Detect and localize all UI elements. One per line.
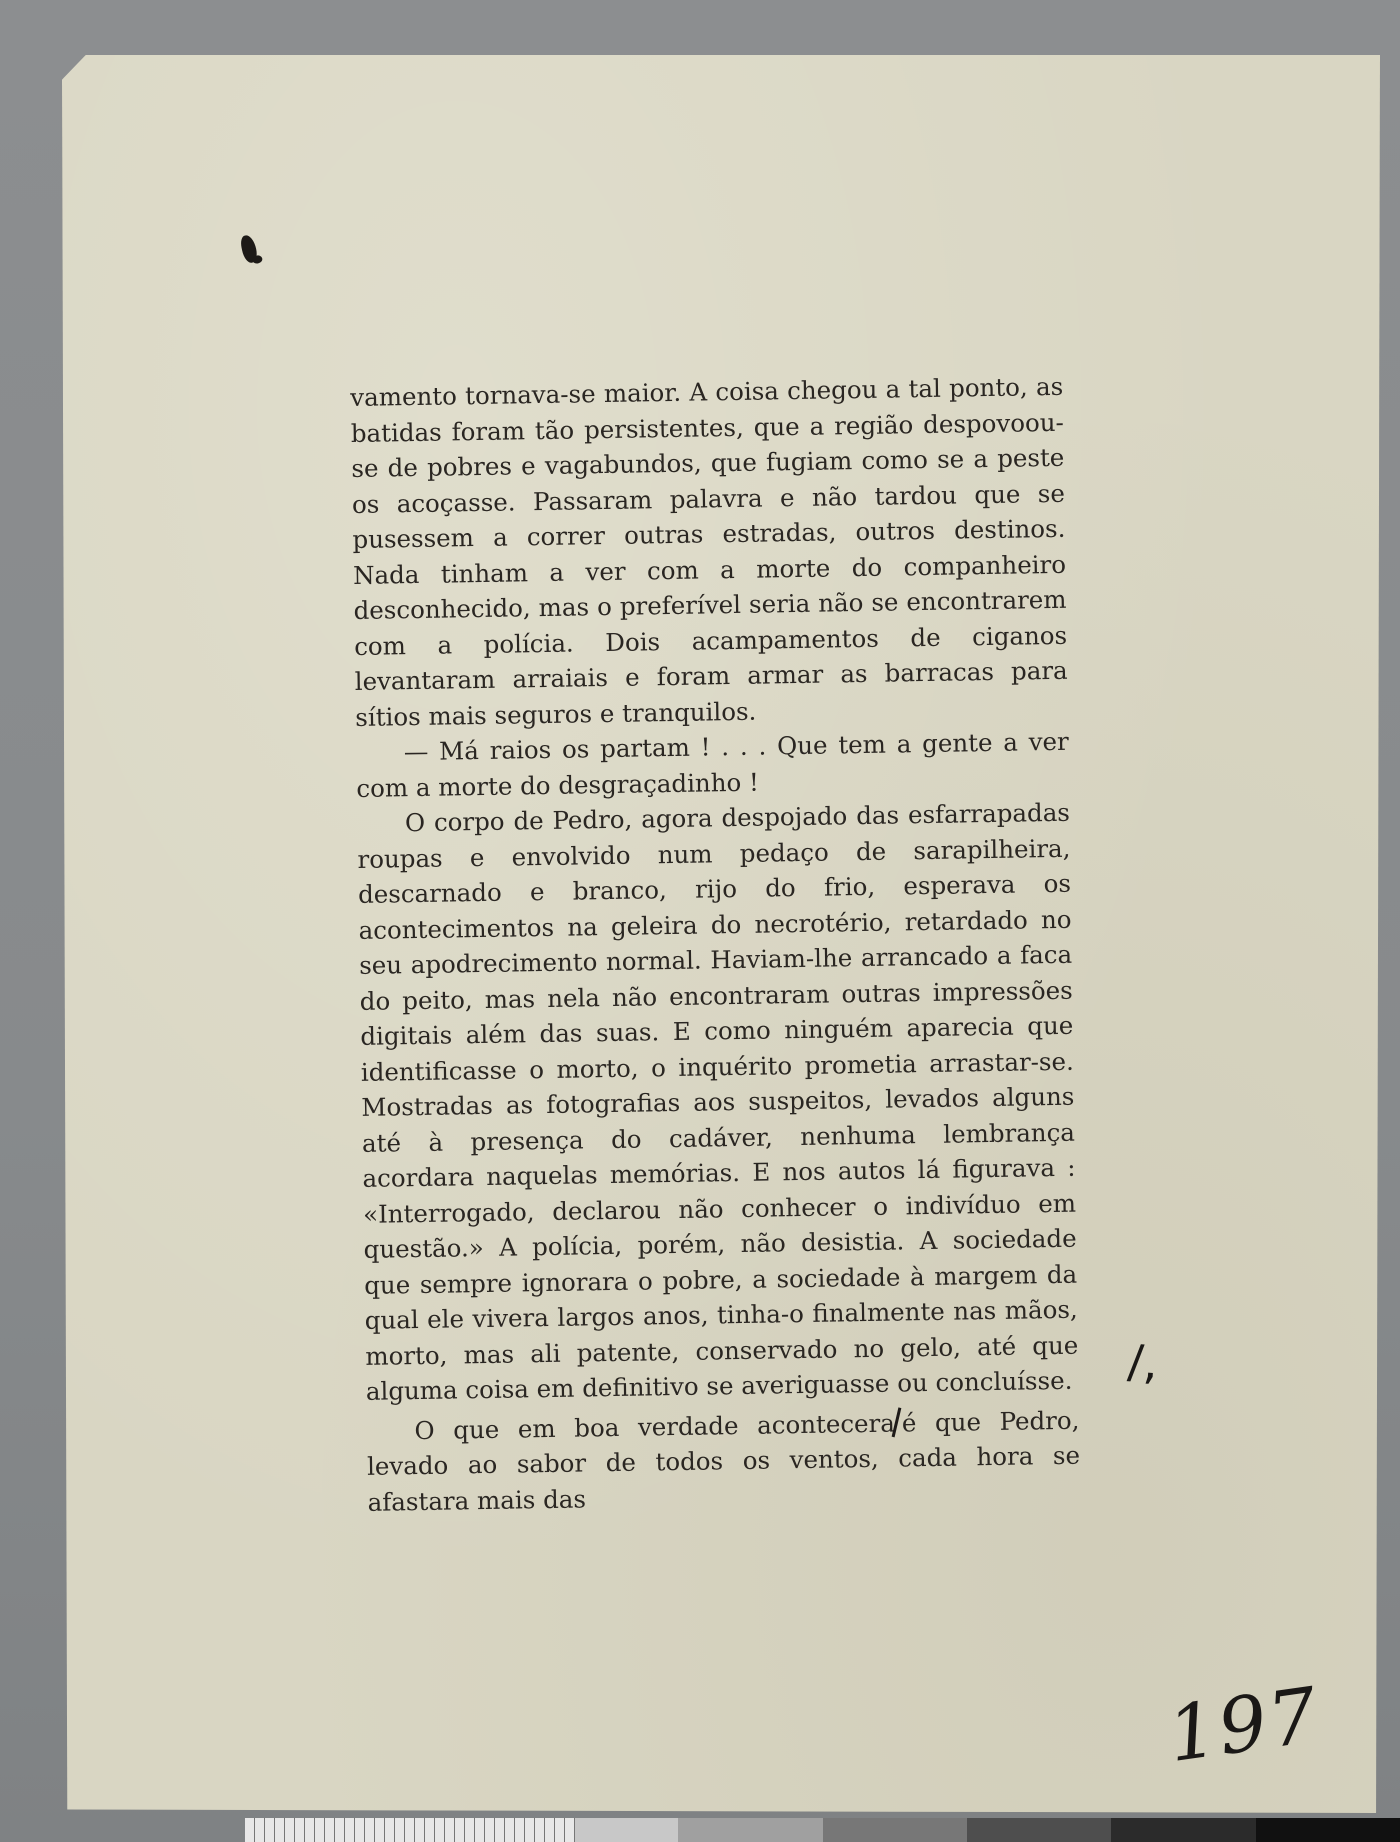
scale-ruler bbox=[245, 1818, 575, 1842]
binding-hole-mark bbox=[239, 234, 259, 264]
paragraph-4-after-mark: é que Pedro, levado ao sabor de todos os ventos, cada hora se afastara mais das bbox=[366, 1405, 1081, 1517]
paragraph-3: O corpo de Pedro, agora despojado das esfarrapadas roupas e envolvido num pedaço de sarapilheira, descarnado e branco, rijo do frio, esperava os acontecimentos na geleira do necrotério, retardado no seu apodrecimento normal. Haviam-lhe arrancado a faca do peito, mas nela não encontraram outras impressões digitais além das suas. E como ninguém aparecia que identificasse o morto, o inquérito prometia arrastar-se. Mostradas as fotografias aos suspeitos, levados alguns até à presença do cadáver, nenhuma lembrança acordara naquelas memórias. E nos autos lá figurava : «Interrogado, declarou não conhecer o indivíduo em questão.» A polícia, porém, não desistia. A sociedade que sempre ignorara o pobre, a sociedade à margem da qual ele vivera largos anos, tinha-o finalmente nas mãos, morto, mas ali patente, conservado no gelo, até que alguma coisa em definitivo se averiguasse ou concluísse. bbox=[357, 797, 1079, 1406]
paragraph-4 bbox=[366, 1398, 1081, 1520]
color-bar-segment bbox=[967, 1818, 1111, 1842]
paragraph-1: vamento tornava-se maior. A coisa chegou a tal ponto, as batidas foram tão persistentes, que a região despovoou-se de pobres e vagabundos, que fugiam como se a peste os acoçasse. Passaram palavra e não tardou que se pusessem a correr outras estradas, outros destinos. Nada tinham a ver com a morte do companheiro desconhecido, mas o preferível seria não se encontrarem com a polícia. Dois acampamentos de ciganos levantaram arraiais e foram armar as barracas para sítios mais seguros e tranquilos. bbox=[350, 371, 1068, 732]
paragraph-4-before-mark: O que em boa verdade acontecera bbox=[414, 1408, 896, 1445]
handwritten-page-number: 197 bbox=[1162, 1669, 1325, 1780]
color-bar-segment bbox=[1111, 1818, 1255, 1842]
page-body-text bbox=[350, 369, 1081, 1520]
margin-annotation: /, bbox=[1126, 1334, 1160, 1390]
paragraph-2-dialogue: — Má raios os partam ! . . . Que tem a gente a ver com a morte do desgraçadinho ! bbox=[356, 726, 1069, 803]
color-bar-segment bbox=[1256, 1818, 1400, 1842]
color-bar-segment bbox=[678, 1818, 822, 1842]
color-bar-segment bbox=[823, 1818, 967, 1842]
